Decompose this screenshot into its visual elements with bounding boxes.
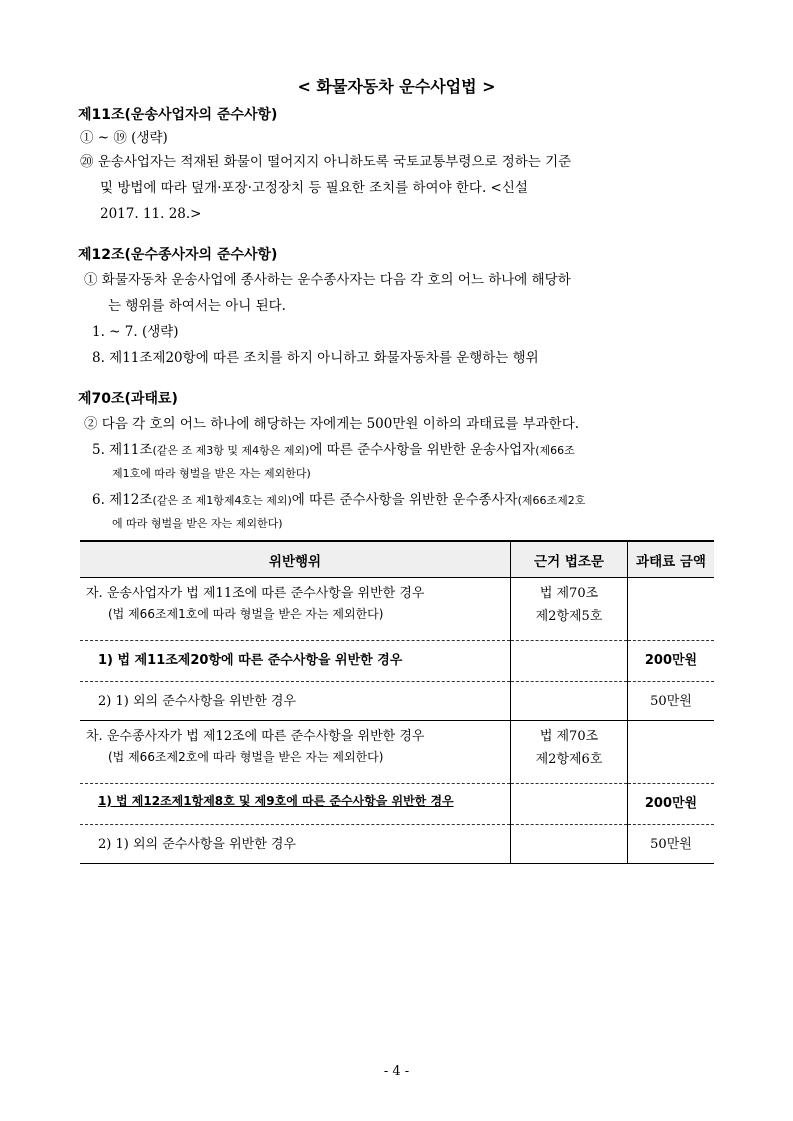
row-cha-line2: (법 제66조제2호에 따라 형벌을 받은 자는 제외한다) bbox=[108, 750, 384, 764]
row-ja-line1: 자. 운송사업자가 법 제11조에 따른 준수사항을 위반한 경우 bbox=[86, 586, 425, 601]
row-ja-1: 1) 법 제11조제20항에 따른 준수사항을 위반한 경우 bbox=[80, 641, 511, 682]
article-70-item5-line2: 제1호에 따라 형벌을 받은 자는 제외한다) bbox=[112, 467, 311, 480]
article-12-p1-line2: 는 행위를 하여서는 아니 된다. bbox=[108, 298, 286, 314]
article-70-item5-line1: 5. 제11조(같은 조 제3항 및 제4항은 제외)에 따른 준수사항을 위반한 운송사업자(제66조 bbox=[92, 442, 575, 458]
article-70-p2: ② 다음 각 호의 어느 하나에 해당하는 자에게는 500만원 이하의 과태료를 부과한다. bbox=[84, 416, 580, 432]
article-11-heading: 제11조(운송사업자의 준수사항) bbox=[78, 107, 278, 123]
document-title: < 화물자동차 운수사업법 > bbox=[297, 77, 496, 96]
table-row bbox=[80, 578, 714, 641]
article-12-item8: 8. 제11조제20항에 따른 조치를 하지 아니하고 화물자동차를 운행하는 행위 bbox=[92, 350, 539, 366]
row-cha-2-amount: 50만원 bbox=[628, 825, 715, 864]
article-70-heading: 제70조(과태료) bbox=[78, 391, 178, 407]
row-ja-2-amount: 50만원 bbox=[628, 682, 715, 721]
article-11-item20-line3: 2017. 11. 28.> bbox=[100, 206, 202, 222]
table-row bbox=[80, 784, 714, 825]
header-legal-basis: 근거 법조문 bbox=[511, 541, 628, 578]
article-11-item-range: ① ~ ⑲ (생략) bbox=[80, 130, 168, 146]
page-number: - 4 - bbox=[383, 1064, 410, 1079]
table-row bbox=[80, 641, 714, 682]
header-violation: 위반행위 bbox=[80, 541, 511, 578]
article-12-p1-line1: ① 화물자동차 운송사업에 종사하는 운수종사자는 다음 각 호의 어느 하나에 해당하 bbox=[84, 272, 571, 288]
article-11-item20-line2: 및 방법에 따라 덮개·포장·고정장치 등 필요한 조치를 하여야 한다. <신설 bbox=[100, 180, 528, 196]
row-ja-line2: (법 제66조제1호에 따라 형벌을 받은 자는 제외한다) bbox=[108, 607, 384, 621]
row-cha-law2: 제2항제6호 bbox=[535, 752, 603, 767]
row-ja-law1: 법 제70조 bbox=[539, 586, 599, 601]
table-row bbox=[80, 721, 714, 784]
article-70-item6-line1: 6. 제12조(같은 조 제1항제4호는 제외)에 따른 준수사항을 위반한 운수종사자(제66조제2호 bbox=[92, 492, 586, 508]
article-70-item6-line2: 에 따라 형벌을 받은 자는 제외한다) bbox=[112, 517, 283, 530]
row-cha-1-amount: 200만원 bbox=[628, 784, 715, 825]
row-ja-law2: 제2항제5호 bbox=[535, 609, 603, 624]
row-cha-2: 2) 1) 외의 준수사항을 위반한 경우 bbox=[80, 825, 511, 864]
table-row bbox=[80, 825, 714, 864]
header-fine-amount: 과태료 금액 bbox=[628, 541, 715, 578]
row-cha-line1: 차. 운수종사자가 법 제12조에 따른 준수사항을 위반한 경우 bbox=[86, 729, 425, 744]
fine-table bbox=[80, 540, 714, 864]
row-ja-1-amount: 200만원 bbox=[628, 641, 715, 682]
article-12-item-range: 1. ~ 7. (생략) bbox=[92, 324, 179, 340]
row-cha-law1: 법 제70조 bbox=[539, 729, 599, 744]
row-cha-1: 1) 법 제12조제1항제8호 및 제9호에 따른 준수사항을 위반한 경우 bbox=[98, 794, 454, 808]
article-12-heading: 제12조(운수종사자의 준수사항) bbox=[78, 247, 278, 263]
row-ja-2: 2) 1) 외의 준수사항을 위반한 경우 bbox=[80, 682, 511, 721]
table-row bbox=[80, 682, 714, 721]
table-header-row bbox=[80, 541, 714, 578]
article-11-item20-line1: ⑳ 운송사업자는 적재된 화물이 떨어지지 아니하도록 국토교통부령으로 정하는 기준 bbox=[80, 154, 572, 170]
